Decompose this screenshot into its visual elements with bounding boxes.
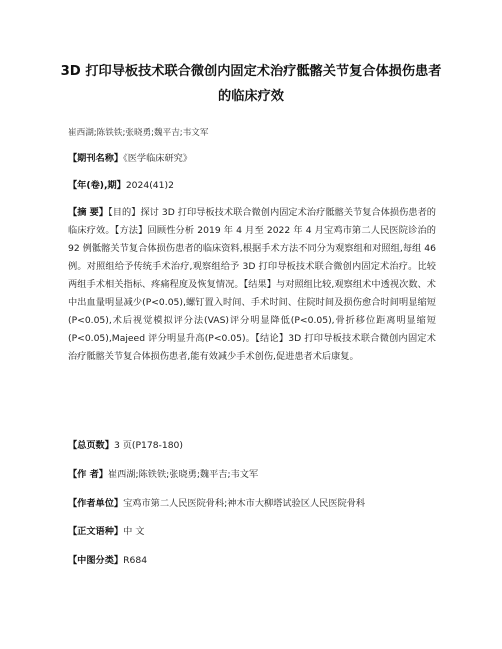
journal-field: [68, 150, 436, 168]
journal-value: 《医学临床研究》: [123, 153, 193, 164]
language-field: [68, 523, 436, 541]
author-label: 【作 者】: [68, 469, 108, 480]
classification-value: R684: [123, 555, 148, 566]
authors-line: 崔西湖;陈铁铁;张晓勇;魏平吉;韦文军: [68, 128, 209, 138]
author-value: 崔西湖;陈铁铁;张晓勇;魏平吉;韦文军: [107, 469, 259, 480]
pages-field: [68, 437, 436, 455]
classification-field: [68, 552, 436, 570]
abstract-field: [68, 204, 436, 366]
abstract-label: 【摘 要】: [68, 207, 109, 218]
affiliation-label: 【作者单位】: [68, 498, 124, 509]
year-field: [68, 177, 436, 195]
language-value: 中 文: [123, 526, 145, 537]
year-label: 【年(卷),期】: [68, 180, 126, 191]
journal-label: 【期刊名称】: [68, 153, 124, 164]
pages-label: 【总页数】: [68, 440, 114, 451]
abstract-text: 【目的】探讨 3D 打印导板技术联合微创内固定术治疗骶髂关节复合体损伤患者的临床疗效。【方法】回顾性分析 2019 年 4 月至 2022 年 4 月宝鸡市第二人民医院诊治的 92 例骶髂关节复合体损伤患者的临床资料,根据手术方法不同分为观察组和对照组,每组 46 例。对照组给予传统手术治疗,观察组给予 3D 打印导板技术联合微创内固定术治疗。比较两组手术相关指标、疼痛程度及恢复情况。【结果】与对照组比较,观察组术中透视次数、术中出血量明显减少(P<0.05),螺钉置入时间、手术时间、住院时间及损伤愈合时间明显缩短(P<0.05),术后视觉模拟评分法(VAS)评分明显降低(P<0.05),骨折移位距离明显缩短(P<0.05),Majeed 评分明显升高(P<0.05)。【结论】3D 打印导板技术联合微创内固定术治疗骶髂关节复合体损伤患者,能有效减少手术创伤,促进患者术后康复。: [68, 207, 436, 362]
pages-value: 3 页(P178-180): [113, 440, 183, 451]
paper-title: 3D 打印导板技术联合微创内固定术治疗骶髂关节复合体损伤患者的临床疗效: [60, 64, 442, 104]
year-value: 2024(41)2: [125, 180, 174, 191]
classification-label: 【中图分类】: [68, 555, 124, 566]
language-label: 【正文语种】: [68, 526, 124, 537]
affiliation-field: [68, 495, 436, 513]
affiliation-value: 宝鸡市第二人民医院骨科;神木市大柳塔试验区人民医院骨科: [123, 498, 366, 509]
author-field: [68, 466, 436, 484]
